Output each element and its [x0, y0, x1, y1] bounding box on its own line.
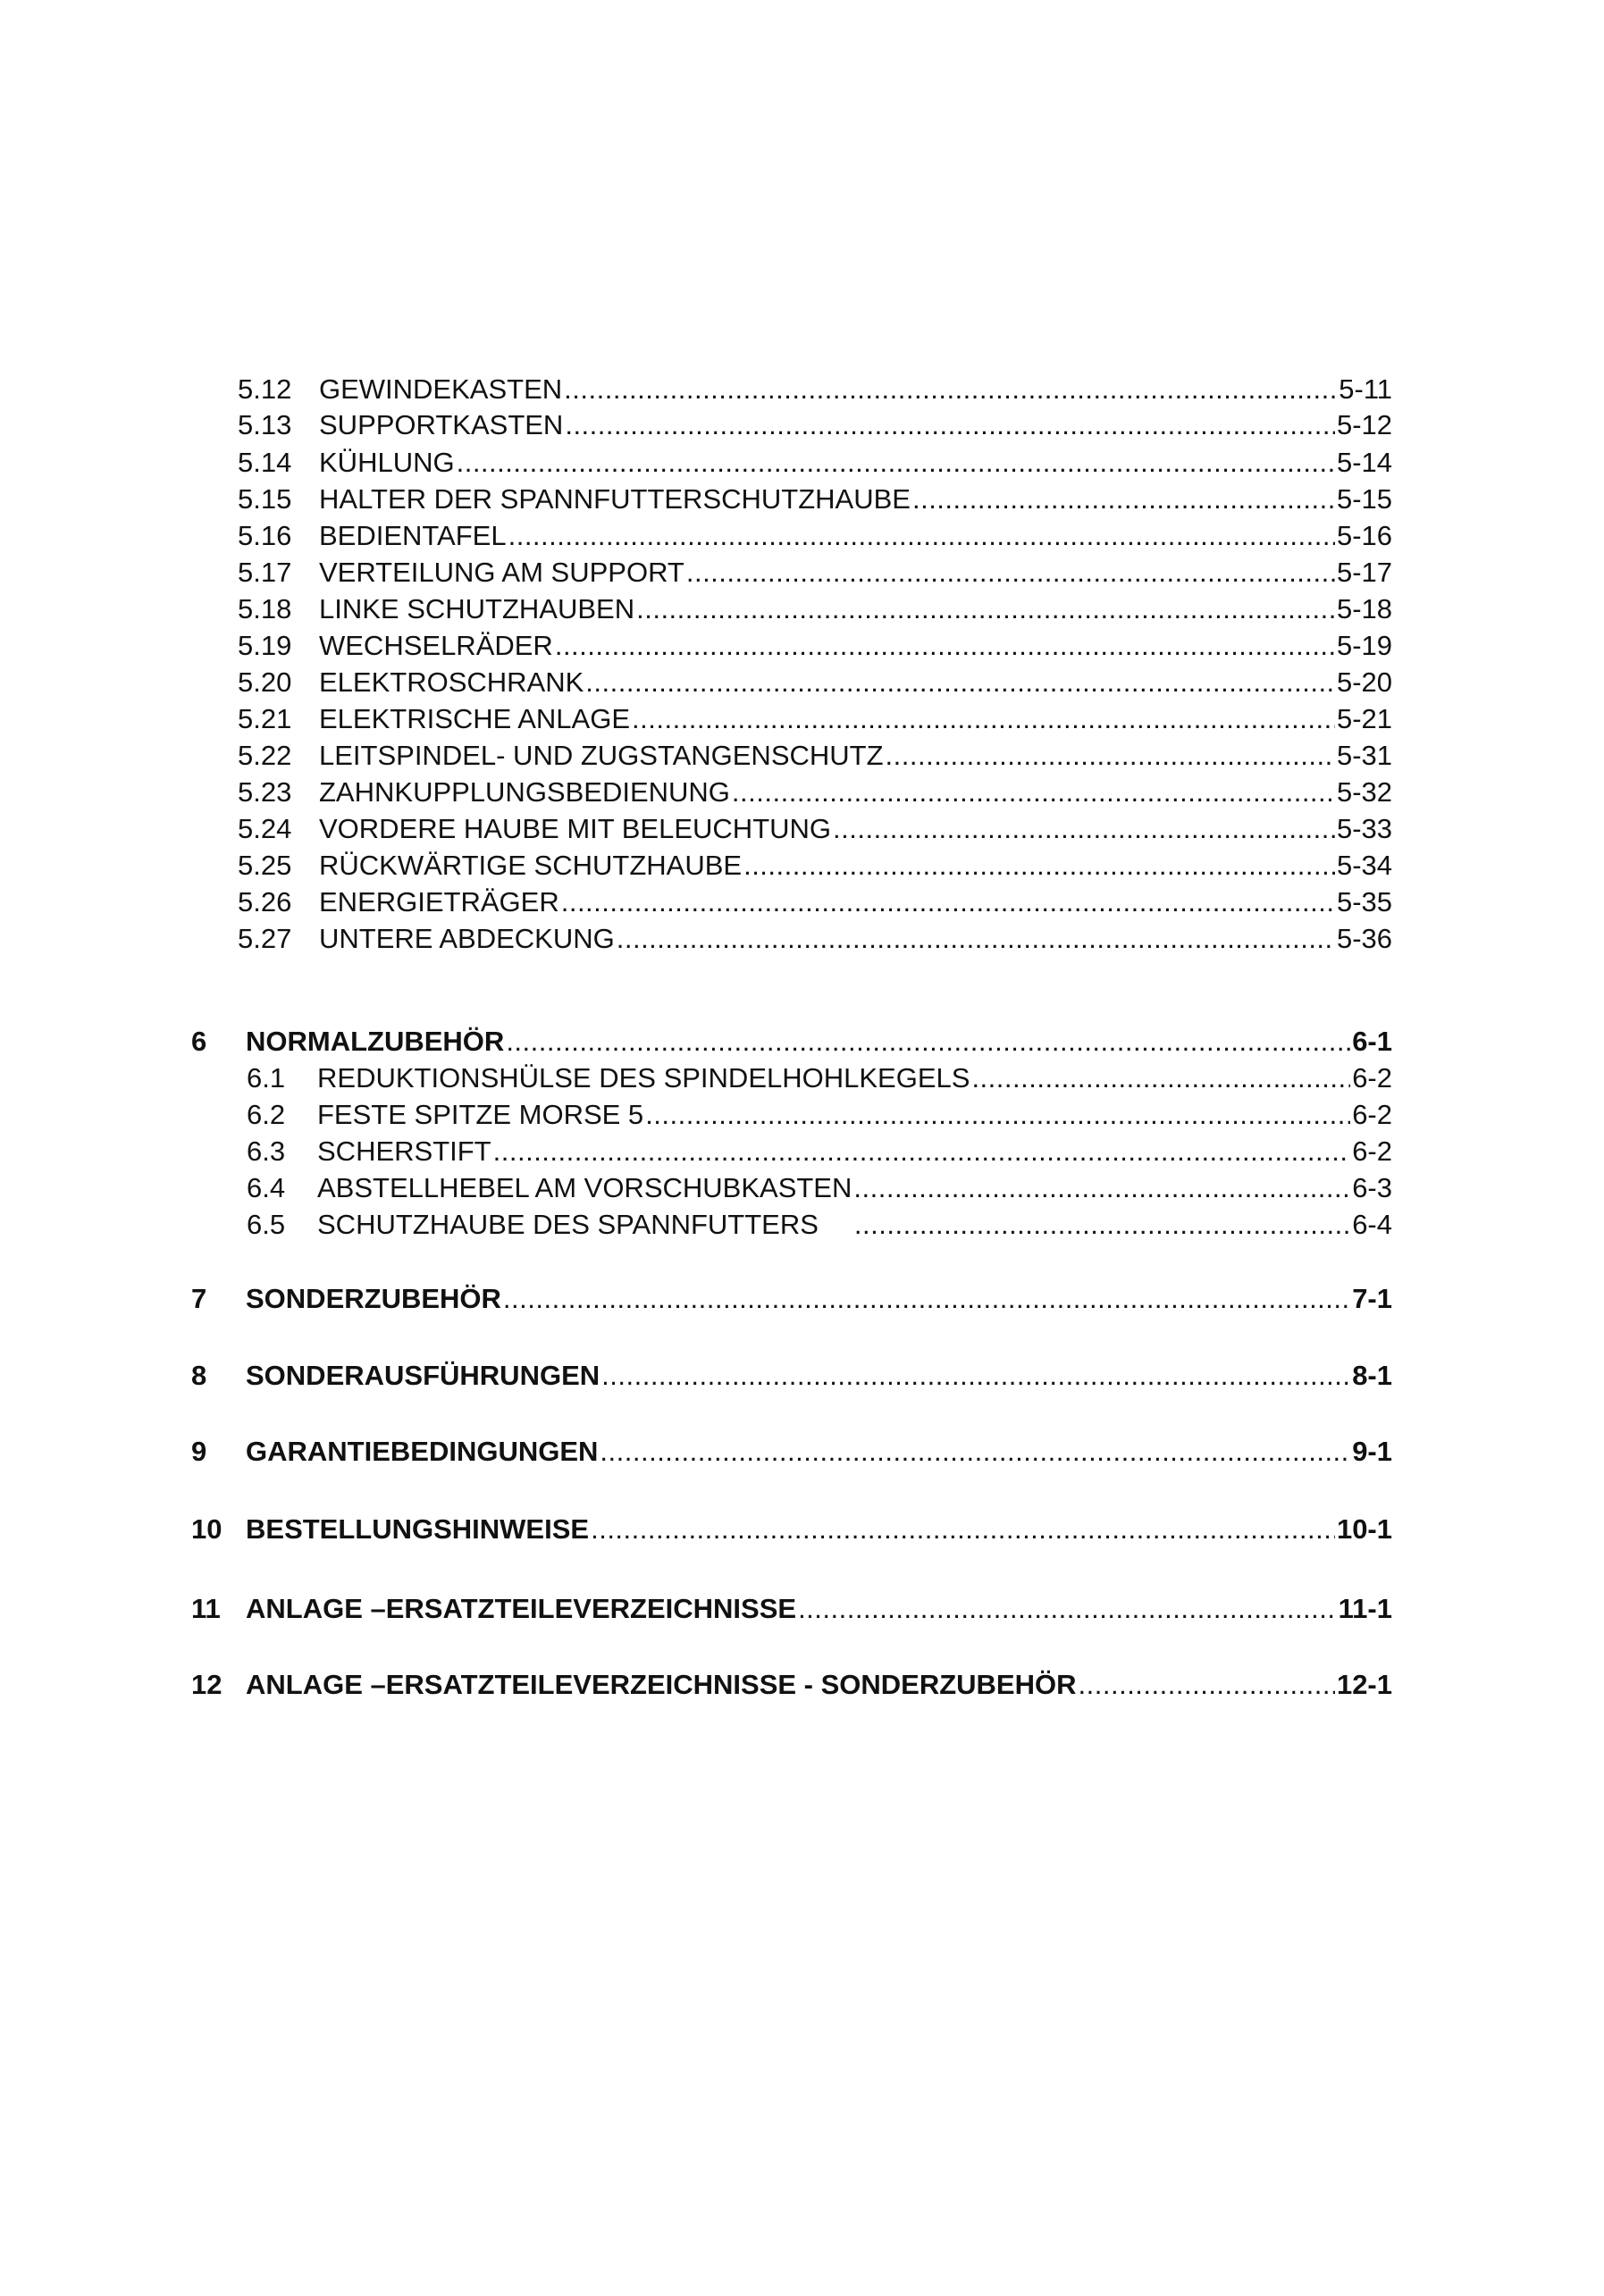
entry-number: 5.22: [238, 740, 292, 771]
entry-page: 6-3: [1352, 1172, 1392, 1203]
toc-entry-6-3[interactable]: [247, 1135, 1392, 1168]
entry-title: GEWINDEKASTEN: [319, 373, 563, 405]
entry-number: 5.13: [238, 409, 292, 440]
toc-entry-5-23[interactable]: [238, 776, 1392, 809]
toc-entry-5-18[interactable]: [238, 593, 1392, 625]
chapter-page: 8-1: [1352, 1360, 1392, 1391]
chapter-page: 10-1: [1336, 1513, 1392, 1545]
entry-title: SUPPORTKASTEN: [319, 409, 564, 440]
dot-leader: [743, 850, 1335, 882]
chapter-title: ANLAGE –ERSATZTEILEVERZEICHNISSE - SONDERZUBEHÖR: [246, 1669, 1077, 1700]
entry-page: 5-16: [1336, 520, 1392, 551]
entry-title: ELEKTROSCHRANK: [319, 666, 584, 698]
toc-entry-5-26[interactable]: [238, 886, 1392, 918]
dot-leader: [600, 1436, 1350, 1468]
dot-leader: [854, 1209, 1350, 1241]
entry-page: 5-20: [1336, 666, 1392, 698]
entry-title: VORDERE HAUBE MIT BELEUCHTUNG: [319, 813, 832, 844]
entry-page: 6-4: [1352, 1209, 1392, 1240]
entry-number: 6.4: [247, 1172, 286, 1203]
entry-title: LEITSPINDEL- UND ZUGSTANGENSCHUTZ: [319, 740, 884, 771]
entry-title: WECHSELRÄDER: [319, 630, 553, 661]
toc-chapter-7[interactable]: [191, 1283, 1392, 1315]
entry-title: LINKE SCHUTZHAUBEN: [319, 593, 635, 624]
entry-title: HALTER DER SPANNFUTTERSCHUTZHAUBE: [319, 483, 911, 515]
toc-entry-6-4[interactable]: [247, 1172, 1392, 1204]
dot-leader: [886, 740, 1335, 772]
toc-entry-5-19[interactable]: [238, 630, 1392, 662]
entry-title: VERTEILUNG AM SUPPORT: [319, 557, 684, 588]
chapter-title: ANLAGE –ERSATZTEILEVERZEICHNISSE: [246, 1593, 797, 1624]
entry-number: 6.5: [247, 1209, 286, 1240]
entry-number: 5.12: [238, 373, 292, 405]
dot-leader: [971, 1062, 1350, 1094]
dot-leader: [617, 923, 1335, 955]
entry-title: FESTE SPITZE MORSE 5: [317, 1099, 644, 1130]
dot-leader: [591, 1513, 1335, 1546]
entry-title: SCHUTZHAUBE DES SPANNFUTTERS: [317, 1209, 819, 1240]
entry-number: 5.14: [238, 447, 292, 478]
dot-leader: [508, 520, 1335, 552]
entry-title: ABSTELLHEBEL AM VORSCHUBKASTEN: [317, 1172, 852, 1203]
entry-number: 5.17: [238, 557, 292, 588]
entry-number: 6.3: [247, 1135, 286, 1167]
entry-number: 6.2: [247, 1099, 286, 1130]
toc-entry-5-21[interactable]: [238, 703, 1392, 735]
dot-leader: [561, 886, 1335, 918]
entry-page: 5-36: [1336, 923, 1392, 954]
entry-page: 6-2: [1352, 1062, 1392, 1094]
entry-number: 5.26: [238, 886, 292, 918]
toc-chapter-11[interactable]: [191, 1593, 1392, 1625]
dot-leader: [798, 1593, 1337, 1625]
entry-page: 5-33: [1336, 813, 1392, 844]
entry-number: 5.25: [238, 850, 292, 881]
entry-page: 5-19: [1336, 630, 1392, 661]
entry-page: 6-2: [1352, 1099, 1392, 1130]
dot-leader: [555, 630, 1335, 662]
entry-page: 5-32: [1336, 776, 1392, 808]
toc-entry-5-17[interactable]: [238, 557, 1392, 589]
chapter-title: SONDERAUSFÜHRUNGEN: [246, 1360, 600, 1391]
entry-title: ENERGIETRÄGER: [319, 886, 559, 918]
chapter-page: 6-1: [1352, 1026, 1392, 1057]
entry-page: 5-34: [1336, 850, 1392, 881]
chapter-number: 12: [191, 1669, 223, 1700]
entry-page: 5-18: [1336, 593, 1392, 624]
toc-entry-5-16[interactable]: [238, 520, 1392, 552]
entry-number: 5.23: [238, 776, 292, 808]
dot-leader: [564, 373, 1337, 406]
entry-page: 5-15: [1336, 483, 1392, 515]
entry-number: 5.16: [238, 520, 292, 551]
chapter-page: 11-1: [1338, 1593, 1392, 1624]
entry-title: ELEKTRISCHE ANLAGE: [319, 703, 631, 734]
entry-title: BEDIENTAFEL: [319, 520, 507, 551]
chapter-page: 12-1: [1336, 1669, 1392, 1700]
entry-title: RÜCKWÄRTIGE SCHUTZHAUBE: [319, 850, 743, 881]
toc-entry-5-14[interactable]: [238, 447, 1392, 479]
chapter-title: NORMALZUBEHÖR: [246, 1026, 505, 1057]
chapter-number: 6: [191, 1026, 207, 1057]
toc-chapter-6[interactable]: [191, 1026, 1392, 1058]
entry-page: 5-35: [1336, 886, 1392, 918]
chapter-number: 9: [191, 1436, 207, 1467]
toc-entry-5-12[interactable]: [238, 373, 1392, 406]
dot-leader: [632, 703, 1335, 735]
entry-number: 6.1: [247, 1062, 286, 1094]
chapter-number: 7: [191, 1283, 207, 1314]
dot-leader: [912, 483, 1335, 515]
toc-entry-5-24[interactable]: [238, 813, 1392, 845]
dot-leader: [457, 447, 1335, 479]
chapter-title: GARANTIEBEDINGUNGEN: [246, 1436, 599, 1467]
entry-title: KÜHLUNG: [319, 447, 455, 478]
toc-entry-5-20[interactable]: [238, 666, 1392, 699]
entry-title: ZAHNKUPPLUNGSBEDIENUNG: [319, 776, 730, 808]
toc-entry-5-15[interactable]: [238, 483, 1392, 515]
entry-number: 5.24: [238, 813, 292, 844]
entry-page: 5-12: [1336, 409, 1392, 440]
chapter-page: 9-1: [1352, 1436, 1392, 1467]
chapter-number: 11: [191, 1593, 221, 1624]
dot-leader: [585, 666, 1335, 699]
toc-entry-5-22[interactable]: [238, 740, 1392, 772]
chapter-title: SONDERZUBEHÖR: [246, 1283, 501, 1314]
dot-leader: [503, 1283, 1350, 1315]
entry-title: UNTERE ABDECKUNG: [319, 923, 615, 954]
toc-chapter-9[interactable]: [191, 1436, 1392, 1468]
entry-page: 5-31: [1336, 740, 1392, 771]
dot-leader: [636, 593, 1335, 625]
dot-leader: [645, 1099, 1350, 1131]
toc-entry-6-5[interactable]: [247, 1209, 1392, 1241]
toc-entry-5-27[interactable]: [238, 923, 1392, 955]
entry-number: 5.27: [238, 923, 292, 954]
chapter-number: 8: [191, 1360, 207, 1391]
toc-chapter-12[interactable]: [191, 1669, 1392, 1701]
dot-leader: [565, 409, 1335, 441]
dot-leader: [493, 1135, 1351, 1168]
entry-title: SCHERSTIFT: [317, 1135, 491, 1167]
dot-leader: [732, 776, 1335, 809]
entry-number: 5.20: [238, 666, 292, 698]
entry-page: 5-14: [1336, 447, 1392, 478]
entry-page: 5-17: [1336, 557, 1392, 588]
entry-number: 5.15: [238, 483, 292, 515]
toc-entry-6-2[interactable]: [247, 1099, 1392, 1131]
entry-number: 5.21: [238, 703, 292, 734]
dot-leader: [833, 813, 1335, 845]
dot-leader: [601, 1360, 1350, 1392]
toc-entry-6-1[interactable]: [247, 1062, 1392, 1094]
dot-leader: [853, 1172, 1350, 1204]
chapter-page: 7-1: [1352, 1283, 1392, 1314]
toc-chapter-10[interactable]: [191, 1513, 1392, 1546]
chapter-title: BESTELLUNGSHINWEISE: [246, 1513, 590, 1545]
entry-number: 5.19: [238, 630, 292, 661]
entry-title: REDUKTIONSHÜLSE DES SPINDELHOHLKEGELS: [317, 1062, 970, 1094]
dot-leader: [506, 1026, 1350, 1058]
entry-page: 6-2: [1352, 1135, 1392, 1167]
toc-chapter-8[interactable]: [191, 1360, 1392, 1392]
toc-entry-5-25[interactable]: [238, 850, 1392, 882]
entry-number: 5.18: [238, 593, 292, 624]
dot-leader: [686, 557, 1335, 589]
dot-leader: [1079, 1669, 1335, 1701]
toc-entry-5-13[interactable]: [238, 409, 1392, 441]
entry-page: 5-11: [1339, 373, 1392, 405]
entry-page: 5-21: [1336, 703, 1392, 734]
chapter-number: 10: [191, 1513, 223, 1545]
